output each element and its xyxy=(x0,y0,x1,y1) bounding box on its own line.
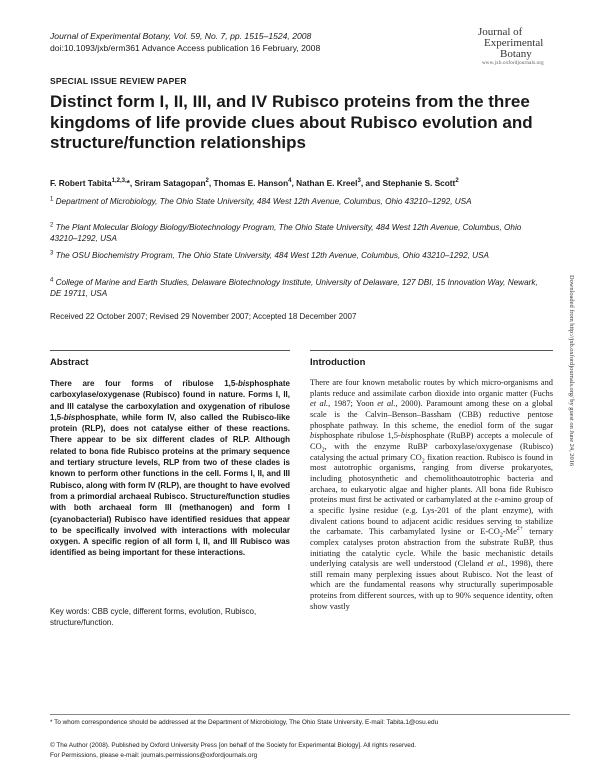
affiliation-number: 3 xyxy=(50,250,54,257)
author xyxy=(135,178,214,188)
affiliation-number: 1 xyxy=(50,196,54,203)
author-affil-marker: 1,2,3, xyxy=(111,178,127,185)
affiliation-text: The Plant Molecular Biology Biology/Biotechnology Program, The Ohio State University, 484 West 12th Avenue, Columbus, Ohio 43210–1292, USA xyxy=(50,223,522,243)
affiliation xyxy=(50,222,550,244)
affiliation-text: College of Marine and Earth Studies, Delaware Biotechnology Institute, University of Delaware, 127 DBI, 15 Innovation Way, Newark, DE 19711, USA xyxy=(50,278,538,298)
doi-line: doi:10.1093/jxb/erm361 Advance Access publication 16 February, 2008 xyxy=(50,43,321,53)
author-affil-marker: 2 xyxy=(455,178,459,185)
abstract-heading: Abstract xyxy=(50,357,89,368)
author-corresponding-marker: * xyxy=(126,178,130,188)
author xyxy=(213,178,296,188)
correspondence-footnote: * To whom correspondence should be addressed at the Department of Microbiology, The Ohio State University. E-mail: Tabita.1@osu.edu xyxy=(50,719,439,726)
author-affil-marker: 3 xyxy=(357,178,361,185)
affiliation-number: 4 xyxy=(50,277,54,284)
author-affil-marker: 2 xyxy=(205,178,209,185)
keywords-list: CBB cycle, different forms, evolution, Rubisco, structure/function. xyxy=(50,607,257,628)
intro-top-rule xyxy=(310,350,553,351)
logo-line-2: Experimental xyxy=(484,37,544,49)
author-list xyxy=(50,178,570,188)
affiliation-text: The OSU Biochemistry Program, The Ohio State University, 484 West 12th Avenue, Columbus, Ohio 43210–1292, USA xyxy=(55,251,490,260)
author-name: F. Robert Tabita xyxy=(50,178,112,188)
keywords xyxy=(50,606,290,629)
affiliation xyxy=(50,277,550,299)
footnote-rule xyxy=(50,714,570,715)
copyright-line: © The Author (2008). Published by Oxford University Press [on behalf of the Society for Experimental Biology]. All rights reserved. xyxy=(50,742,417,749)
affiliation xyxy=(50,250,550,261)
download-sidebar: Downloaded from http://jxb.oxfordjournals.org/ by guest on June 24, 2016 xyxy=(568,275,575,467)
copyright-notice xyxy=(50,741,570,760)
journal-logo xyxy=(478,27,568,67)
author-separator: , xyxy=(291,178,297,188)
author-name: Nathan E. Kreel xyxy=(296,178,358,188)
abstract-top-rule xyxy=(50,350,290,351)
author xyxy=(50,178,135,188)
affiliation-number: 2 xyxy=(50,222,54,229)
section-label: SPECIAL ISSUE REVIEW PAPER xyxy=(50,76,187,86)
journal-citation: Journal of Experimental Botany, Vol. 59, No. 7, pp. 1515–1524, 2008 xyxy=(50,31,312,41)
author xyxy=(296,178,382,188)
abstract-body: There are four forms of ribulose 1,5-bisphosphate carboxylase/oxygenase (Rubisco) found in nature. Forms I, II, and III catalyse the carboxylation and oxygenation of ribulose 1,5-bisphosphate, while form IV, also called the Rubisco-like protein (RLP), does not catalyse either of these reactions. There appear to be six different clades of RLP. Although related to bona fide Rubisco proteins at the primary sequence and tertiary structure levels, RLP from two of these clades is known to perform other functions in the cell. Forms I, II, and III Rubisco, along with form IV (RLP), are thought to have evolved from a primordial archaeal Rubisco. Structure/function studies with both archaeal form III (methanogen) and form I (cyanobacterial) Rubisco have identified residues that appear to be specifically involved with interactions with molecular oxygen. A specific region of all form I, II, and III Rubisco was identified as being important for these interactions. xyxy=(50,379,290,558)
journal-header xyxy=(50,30,450,54)
introduction-heading: Introduction xyxy=(310,357,366,368)
received-dates: Received 22 October 2007; Revised 29 November 2007; Accepted 18 December 2007 xyxy=(50,312,357,321)
author-separator: , and xyxy=(360,178,383,188)
keywords-label: Key words: xyxy=(50,607,90,616)
author-separator: , xyxy=(129,178,135,188)
author xyxy=(382,178,458,188)
paper-title: Distinct form I, II, III, and IV Rubisco proteins from the three kingdoms of life provide clues about Rubisco evolution and structure/function relationships xyxy=(50,92,533,152)
author-affil-marker: 4 xyxy=(288,178,292,185)
logo-line-1: Journal of xyxy=(478,26,523,38)
author-name: Sriram Satagopan xyxy=(134,178,206,188)
permissions-line: For Permissions, please e-mail: journals.permissions@oxfordjournals.org xyxy=(50,751,258,759)
logo-line-3: Botany xyxy=(500,48,532,60)
affiliation-text: Department of Microbiology, The Ohio State University, 484 West 12th Avenue, Columbus, Ohio 43210–1292, USA xyxy=(55,197,472,206)
introduction-body: There are four known metabolic routes by which micro-organisms and plants reduce and assimilate carbon dioxide into organic matter (Fuchs et al., 1987; Yoon et al., 2000). Paramount among these on a global scale is the Calvin–Benson–Bassham (CBB) reductive pentose phosphate pathway. In this scheme, the enediol form of the sugar bisphosphate ribulose 1,5-bisphosphate (RuBP) accepts a molecule of $CO_2$, with the enzyme RuBP carboxylase/oxygenase (Rubisco) catalysing the actual primary $CO_2$ fixation reaction. Rubisco is found in most autotrophic organisms, ranging from diverse prokaryotes, including photosynthetic and chemolithoautotrophic bacteria and archaea, to eukaryotic algae and higher plants. All bona fide Rubisco proteins must first be activated or carbamylated at the ε-amino group of a specific lysine residue (e.g. Lys-201 of the plant enzyme), with divalent cations bound to adjacent acidic residues serving to stabilize the carbamate. This carbamylated lysine or $E-CO_2-Me^{2+}$ ternary complex catalyses proton abstraction from the substrate RuBP, thus initiating the catalytic cycle. While the basic mechanistic details underlying catalysis are well understood (Cleland et al., 1998), there still remain many perplexing issues about Rubisco. Not the least of which are the fundamental reasons why structurally superimposable proteins from different sources, with up to 90% sequence identity, often show vastly xyxy=(310,378,554,611)
affiliation xyxy=(50,196,550,207)
logo-tagline: www.jxb.oxfordjournals.org xyxy=(482,61,544,66)
author-name: Stephanie S. Scott xyxy=(382,178,456,188)
author-name: Thomas E. Hanson xyxy=(213,178,289,188)
author-separator: , xyxy=(208,178,214,188)
